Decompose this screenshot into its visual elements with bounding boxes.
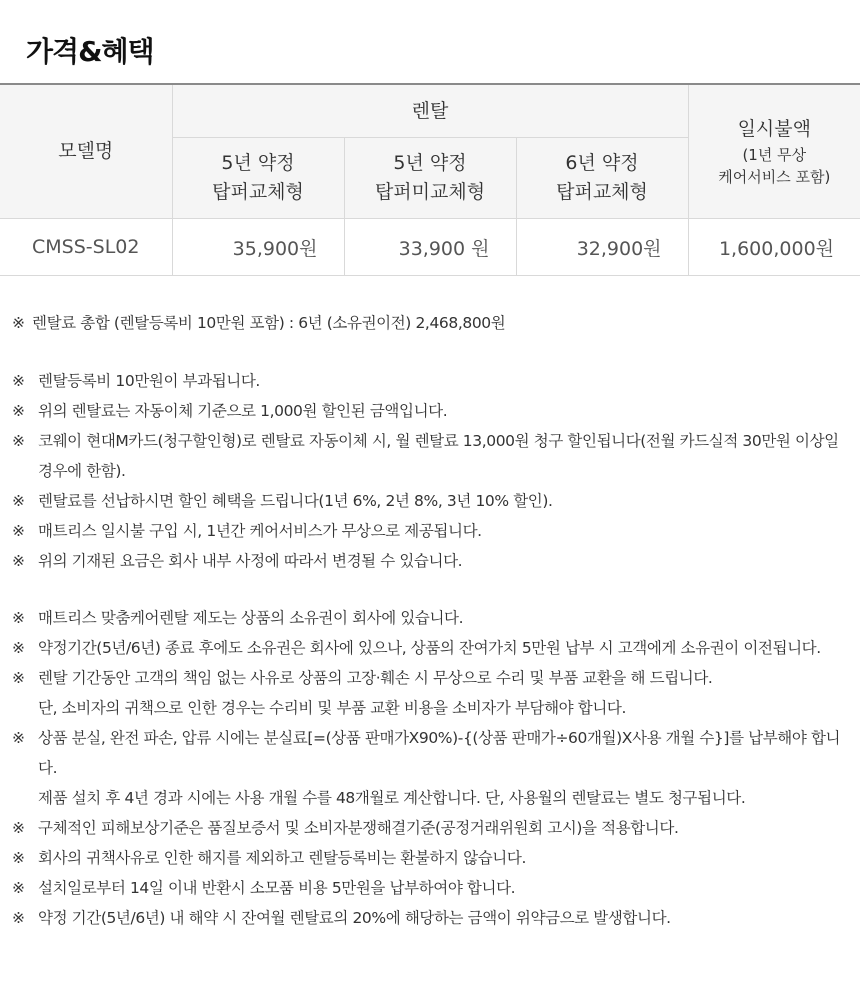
lump-sum-cell: 1,600,000원 [688, 219, 860, 276]
note-text: 회사의 귀책사유로 인한 해지를 제외하고 렌탈등록비는 환불하지 않습니다. [38, 849, 526, 867]
plan-type: 탑퍼미교체형 [374, 181, 486, 203]
note-mark: ※ [12, 402, 25, 420]
note-mark: ※ [12, 492, 25, 510]
price-cell-3: 32,900원 [516, 219, 688, 276]
note-main: 상품 분실, 완전 파손, 압류 시에는 분실료[=(상품 판매가X90%)-{(상품 판매가÷60개월)X사용 개월 수}]를 납부해야 합니다. [38, 729, 841, 777]
plan-header-2 [344, 138, 516, 219]
list-item [12, 723, 842, 813]
lump-sum-note-line2: 케어서비스 포함) [718, 168, 831, 186]
note-mark: ※ [12, 909, 25, 927]
note-text [38, 723, 842, 813]
note-text: 렌탈등록비 10만원이 부과됩니다. [38, 372, 260, 390]
price-table [0, 83, 860, 276]
note-mark: ※ [12, 819, 25, 837]
list-item [12, 366, 842, 396]
plan-header-3 [516, 138, 688, 219]
note-sub: 제품 설치 후 4년 경과 시에는 사용 개월 수를 48개월로 계산합니다. 단, 사용월의 렌탈료는 별도 청구됩니다. [38, 789, 746, 807]
model-cell: CMSS-SL02 [0, 219, 172, 276]
note-text [38, 663, 842, 723]
price-cell-1: 35,900원 [172, 219, 344, 276]
table-row [0, 219, 860, 276]
note-mark: ※ [12, 879, 25, 897]
list-item [12, 603, 842, 633]
note-text: 설치일로부터 14일 이내 반환시 소모품 비용 5만원을 납부하여야 합니다. [38, 879, 516, 897]
plan-header-1 [172, 138, 344, 219]
list-item [12, 396, 842, 426]
note-main: 렌탈 기간동안 고객의 책임 없는 사유로 상품의 고장·훼손 시 무상으로 수리 및 부품 교환을 해 드립니다. [38, 669, 713, 687]
list-item [12, 486, 842, 516]
notes-section [12, 308, 842, 933]
note-sub: 단, 소비자의 귀책으로 인한 경우는 수리비 및 부품 교환 비용을 소비자가 부담해야 합니다. [38, 699, 627, 717]
model-header: 모델명 [0, 84, 172, 219]
lump-sum-note-line1: (1년 무상 [742, 146, 807, 164]
price-cell-2: 33,900 원 [344, 219, 516, 276]
note-mark: ※ [12, 432, 25, 450]
note-mark: ※ [12, 669, 25, 687]
spacer [12, 338, 842, 366]
list-item [12, 633, 842, 663]
plan-type: 탑퍼교체형 [556, 181, 648, 203]
lump-sum-header [688, 84, 860, 219]
spacer [12, 576, 842, 603]
list-item [12, 903, 842, 933]
list-item [12, 813, 842, 843]
plan-type: 탑퍼교체형 [212, 181, 304, 203]
note-text: 렌탈료를 선납하시면 할인 혜택을 드립니다(1년 6%, 2년 8%, 3년 10% 할인). [38, 492, 553, 510]
list-item [12, 546, 842, 576]
note-mark: ※ [12, 849, 25, 867]
list-item [12, 663, 842, 723]
rental-total-note [12, 308, 842, 338]
note-text: 위의 렌탈료는 자동이체 기준으로 1,000원 할인된 금액입니다. [38, 402, 448, 420]
list-item [12, 426, 842, 486]
note-text: 코웨이 현대M카드(청구할인형)로 렌탈료 자동이체 시, 월 렌탈료 13,000원 청구 할인됩니다(전월 카드실적 30만원 이상일 경우에 한함). [38, 432, 839, 480]
list-item [12, 516, 842, 546]
note-mark: ※ [12, 729, 25, 747]
note-text: 구체적인 피해보상기준은 품질보증서 및 소비자분쟁해결기준(공정거래위원회 고시)을 적용합니다. [38, 819, 679, 837]
list-item [12, 843, 842, 873]
plan-term: 6년 약정 [565, 152, 639, 174]
note-text: 위의 기재된 요금은 회사 내부 사정에 따라서 변경될 수 있습니다. [38, 552, 463, 570]
list-item [12, 873, 842, 903]
lump-sum-title: 일시불액 [737, 118, 811, 140]
plan-term: 5년 약정 [221, 152, 295, 174]
note-text: 렌탈료 총합 (렌탈등록비 10만원 포함) : 6년 (소유권이전) 2,468,800원 [32, 314, 506, 332]
note-mark: ※ [12, 609, 25, 627]
page-title: 가격&혜택 [26, 35, 154, 68]
note-mark: ※ [12, 372, 25, 390]
note-mark: ※ [12, 314, 25, 332]
rental-header: 렌탈 [172, 84, 688, 138]
note-text: 약정기간(5년/6년) 종료 후에도 소유권은 회사에 있으나, 상품의 잔여가치 5만원 납부 시 고객에게 소유권이 이전됩니다. [38, 639, 821, 657]
note-text: 매트리스 맞춤케어렌탈 제도는 상품의 소유권이 회사에 있습니다. [38, 609, 464, 627]
note-text: 약정 기간(5년/6년) 내 해약 시 잔여월 렌탈료의 20%에 해당하는 금액이 위약금으로 발생합니다. [38, 909, 671, 927]
note-mark: ※ [12, 639, 25, 657]
plan-term: 5년 약정 [393, 152, 467, 174]
note-mark: ※ [12, 552, 25, 570]
note-text: 매트리스 일시불 구입 시, 1년간 케어서비스가 무상으로 제공됩니다. [38, 522, 482, 540]
note-mark: ※ [12, 522, 25, 540]
